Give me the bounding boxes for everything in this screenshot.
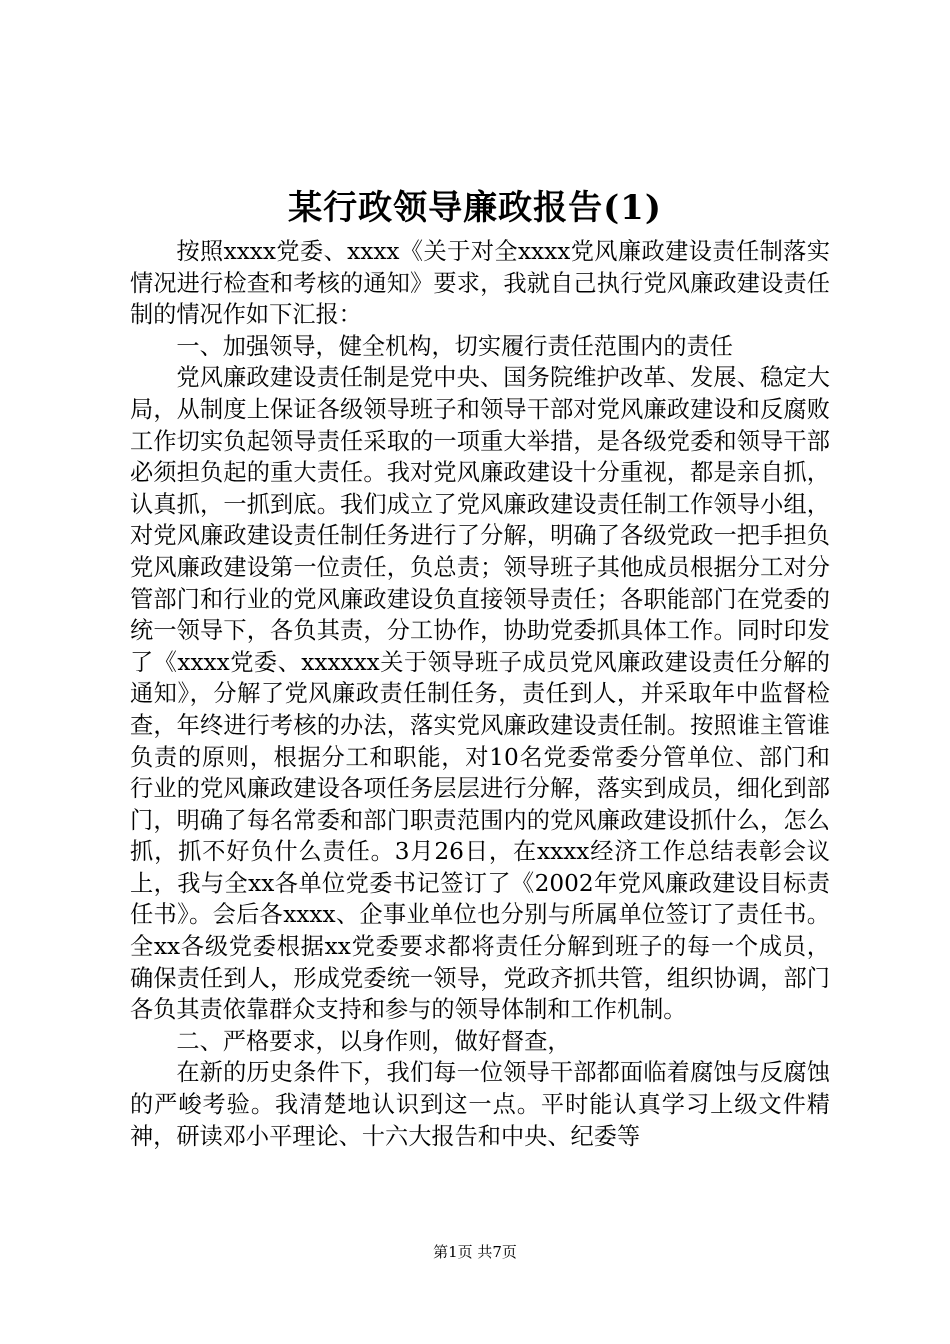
page-number-footer: 第1页 共7页 [433,1243,517,1261]
document-body [130,236,830,1152]
document-title: 某行政领导廉政报告(1) [288,188,662,228]
paragraph-section-1: 党风廉政建设责任制是党中央、国务院维护改革、发展、稳定大局，从制度上保证各级领导班子和领导干部对党风廉政建设和反腐败工作切实负起领导责任采取的一项重大举措，是各级党委和领导干部必须担负起的重大责任。我对党风廉政建设十分重视，都是亲自抓，认真抓，一抓到底。我们成立了党风廉政建设责任制工作领导小组，对党风廉政建设责任制任务进行了分解，明确了各级党政一把手担负党风廉政建设第一位责任，负总责；领导班子其他成员根据分工对分管部门和行业的党风廉政建设负直接领导责任；各职能部门在党委的统一领导下，各负其责，分工协作，协助党委抓具体工作。同时印发了《xxxx党委、xxxxxx关于领导班子成员党风廉政建设责任分解的通知》，分解了党风廉政责任制任务，责任到人，并采取年中监督检查，年终进行考核的办法，落实党风廉政建设责任制。按照谁主管谁负责的原则，根据分工和职能，对10名党委常委分管单位、部门和行业的党风廉政建设各项任务层层进行分解，落实到成员，细化到部门，明确了每名常委和部门职责范围内的党风廉政建设抓什么，怎么抓，抓不好负什么责任。3月26日，在xxxx经济工作总结表彰会议上，我与全xx各单位党委书记签订了《2002年党风廉政建设目标责任书》。会后各xxxx、企事业单位也分别与所属单位签订了责任书。全xx各级党委根据xx党委要求都将责任分解到班子的每一个成员，确保责任到人，形成党委统一领导，党政齐抓共管，组织协调，部门各负其责依靠群众支持和参与的领导体制和工作机制。 [130,364,830,1024]
paragraph-intro: 按照xxxx党委、xxxx《关于对全xxxx党风廉政建设责任制落实情况进行检查和考核的通知》要求，我就自己执行党风廉政建设责任制的情况作如下汇报： [130,238,830,329]
section-heading-2: 二、严格要求，以身作则，做好督查， [176,1027,571,1055]
section-heading-1: 一、加强领导，健全机构，切实履行责任范围内的责任 [176,332,733,360]
paragraph-section-2: 在新的历史条件下，我们每一位领导干部都面临着腐蚀与反腐蚀的严峻考验。我清楚地认识到这一点。平时能认真学习上级文件精神，研读邓小平理论、十六大报告和中央、纪委等 [130,1059,830,1150]
